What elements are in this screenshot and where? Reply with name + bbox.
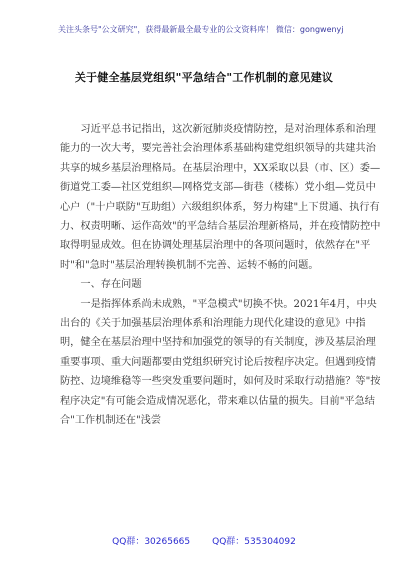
issue-paragraph: 一是指挥体系尚未成熟，"平急模式"切换不快。2021年4月，中央出台的《关于加强基层治理体系和治理能力现代化建设的意见》中指明，健全在基层治理中坚持和加强党的领导的有关制度，涉及基层治理重要事项、重大问题都要由党组织研究讨论后按程序决定。但遇到疫情防控、边境维稳等一些突发重要问题时，如何及时采取行动措施？等"按程序决定"有可能会造成情况恶化，带来难以估量的损失。目前"平急结合"工作机制还在"浅尝	[60, 298, 381, 427]
footer-qq-group-1: QQ群：30265665	[112, 537, 191, 547]
footer-qq-group-2: QQ群：535304092	[212, 537, 296, 547]
document-title: 关于健全基层党组织"平急结合"工作机制的意见建议	[74, 71, 334, 84]
footer-contacts	[0, 534, 408, 547]
header-banner: 关注头条号"公文研究"，获得最新最全最专业的公文资料库！ 微信：gongwenyj	[58, 25, 344, 34]
document-body	[60, 120, 382, 431]
intro-paragraph: 习近平总书记指出，这次新冠肺炎疫情防控，是对治理体系和治理能力的一次大考，要完善社会治理体系基础构建党组织领导的共建共治共享的城乡基层治理格局。在基层治理中，XX采取以县（市、区）委—街道党工委—社区党组织—网格党支部—街巷（楼栋）党小组—党员中心户（"十户联防"互助组）六级组织体系，努力构建"上下贯通、执行有力、权责明晰、运作高效"的平急结合基层治理新格局，并在疫情防控中取得明显成效。但在协调处理基层治理中的各项问题时，依然存在"平时"和"急时"基层治理转换机制不完善、运转不畅的问题。	[60, 124, 381, 271]
section-heading: 一、存在问题	[80, 279, 142, 291]
